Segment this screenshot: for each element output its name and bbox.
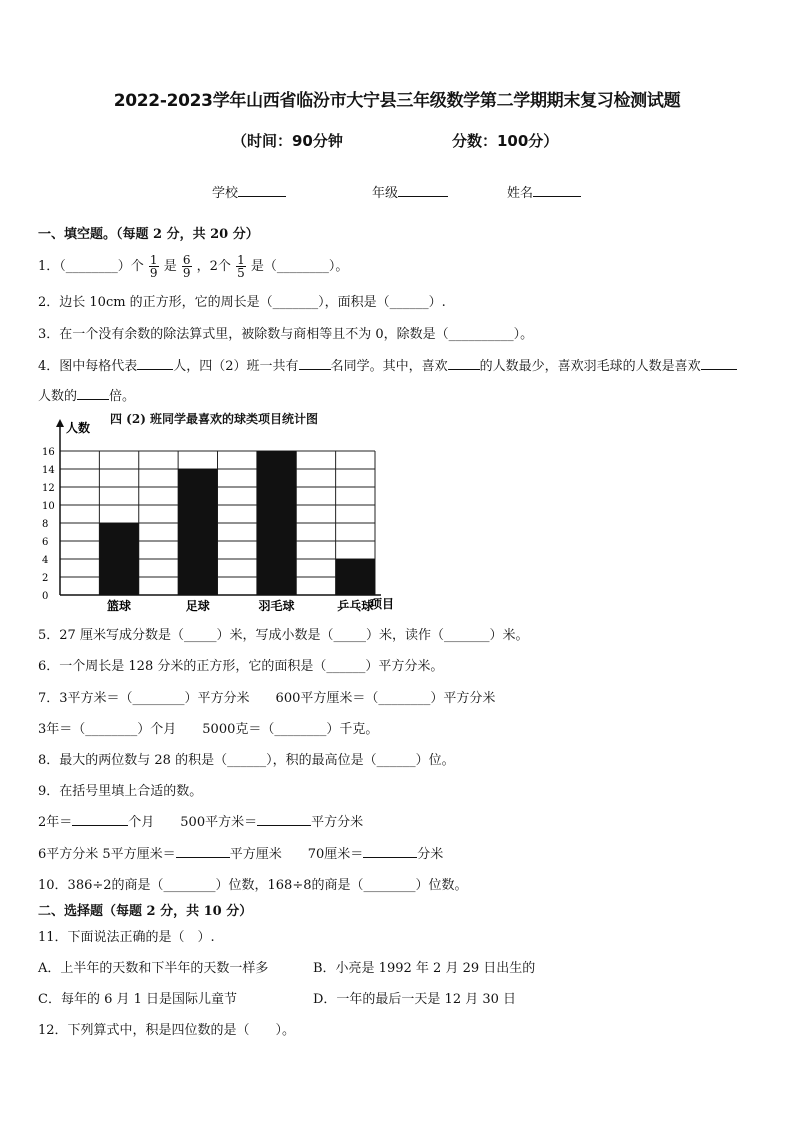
chart-bar [257, 451, 296, 595]
fraction-1-5: $\frac{1}{5}$ [237, 253, 245, 280]
school-label: 学校 [212, 186, 239, 201]
chart-title: 四 (2) 班同学最喜欢的球类项目统计图 [110, 412, 319, 426]
exam-title: 2022-2023学年山西省临汾市大宁县三年级数学第二学期期末复习检测试题 [113, 91, 681, 111]
q11-option-d[interactable]: D．一年的最后一天是 12 月 30 日 [313, 992, 517, 1007]
name-label: 姓名 [507, 186, 534, 201]
chart-x-tick: 羽毛球 [258, 599, 295, 613]
question-4 [38, 355, 737, 374]
chart-bar [178, 469, 217, 595]
q4-blank-3[interactable] [448, 356, 480, 370]
chart-y-tick: 14 [42, 465, 55, 476]
question-11-stem: 11．下面说法正确的是（ ）. [38, 930, 215, 945]
fraction-6-9: $\frac{6}{9}$ [182, 253, 191, 280]
chart-x-tick: 乒乓球 [337, 599, 374, 613]
chart-x-tick: 足球 [185, 599, 210, 613]
question-3: 3．在一个没有余数的除法算式里，被除数与商相等且不为 0，除数是（__________）。 [38, 327, 534, 342]
chart-bar [336, 559, 375, 595]
grade-label: 年级 [372, 186, 399, 201]
fraction-1-9: $\frac{1}{9}$ [149, 253, 158, 280]
q4-blank-2[interactable] [299, 356, 331, 370]
chart-y-tick: 8 [42, 519, 49, 530]
question-6: 6．一个周长是 128 分米的正方形，它的面积是（______）平方分米。 [38, 659, 444, 674]
school-field [212, 182, 286, 201]
q4-blank-5[interactable] [77, 386, 109, 400]
chart-bar [99, 523, 138, 595]
q9-l1-b: 个月 500平方米＝ [128, 815, 258, 830]
grade-field [372, 182, 448, 201]
q4-part-e: 人数的 [38, 389, 78, 404]
q9-l2-a: 6平方分米 5平方厘米＝ [38, 847, 176, 862]
question-7-line-1: 7．3平方米＝（________）平方分米 600平方厘米＝（________）平方分米 [38, 691, 496, 706]
q4-blank-4[interactable] [701, 356, 737, 370]
question-2: 2．边长 10cm 的正方形，它的周长是（_______），面积是（______）. [38, 295, 446, 310]
chart-y-tick: 16 [42, 447, 55, 458]
question-9-stem: 9．在括号里填上合适的数。 [38, 784, 203, 799]
chart-y-label: 人数 [66, 421, 91, 435]
chart-y-tick: 6 [42, 537, 49, 548]
section-1-heading: 一、填空题。（每题 2 分，共 20 分） [38, 227, 259, 242]
chart-y-tick: 2 [42, 573, 49, 584]
q9-blank-2[interactable] [257, 812, 311, 826]
q9-blank-3[interactable] [176, 844, 230, 858]
q1-part-3: ，2个 [196, 259, 231, 274]
chart-y-tick: 12 [42, 483, 55, 494]
q9-l2-c: 分米 [417, 847, 444, 862]
q1-part-1: 1．（________）个 [38, 259, 144, 274]
q9-blank-4[interactable] [363, 844, 417, 858]
q4-part-c: 名同学。其中，喜欢 [330, 359, 448, 374]
chart-x-ticks [107, 598, 373, 613]
q4-part-f: 倍。 [109, 389, 136, 404]
section-2-heading: 二、选择题（每题 2 分，共 10 分） [38, 904, 253, 919]
y-axis-arrow-icon [56, 419, 64, 427]
chart-x-label: 项目 [370, 597, 395, 611]
question-10: 10．386÷2的商是（________）位数，168÷8的商是（________）位数。 [38, 878, 468, 893]
question-9-line-1 [38, 811, 363, 830]
q11-option-b[interactable]: B．小亮是 1992 年 2 月 29 日出生的 [313, 961, 536, 976]
q4-part-d: 的人数最少，喜欢羽毛球的人数是喜欢 [479, 359, 701, 374]
grade-blank[interactable] [398, 182, 448, 197]
chart-y-tick: 4 [42, 555, 49, 566]
name-field [507, 182, 581, 201]
bar-chart [30, 415, 430, 625]
question-12-stem: 12．下列算式中，积是四位数的是（ ）。 [38, 1023, 296, 1038]
chart-y-tick: 10 [42, 501, 55, 512]
q11-option-c[interactable]: C．每年的 6 月 1 日是国际儿童节 [38, 992, 238, 1007]
q9-l1-a: 2年＝ [38, 815, 73, 830]
question-5: 5．27 厘米写成分数是（_____）米，写成小数是（_____）米，读作（_______）米。 [38, 628, 529, 643]
q9-l2-b: 平方厘米 70厘米＝ [229, 847, 364, 862]
q1-part-2: 是 [163, 259, 177, 274]
q4-part-a: 4．图中每格代表 [38, 359, 138, 374]
question-9-line-2 [38, 843, 443, 862]
question-1 [38, 254, 348, 279]
chart-y-ticks [42, 447, 55, 602]
q9-l1-c: 平方分米 [311, 815, 364, 830]
name-blank[interactable] [533, 182, 581, 197]
q1-part-4: 是（________）。 [250, 259, 349, 274]
q9-blank-1[interactable] [72, 812, 128, 826]
exam-time: （时间：90分钟 [232, 132, 343, 150]
q4-part-b: 人，四（2）班一共有 [173, 359, 299, 374]
question-7-line-2: 3年＝（________）个月 5000克＝（________）千克。 [38, 722, 379, 737]
question-8: 8．最大的两位数与 28 的积是（______），积的最高位是（______）位。 [38, 753, 455, 768]
q11-option-a[interactable]: A．上半年的天数和下半年的天数一样多 [38, 961, 269, 976]
chart-x-tick: 篮球 [107, 599, 132, 613]
q4-blank-1[interactable] [137, 356, 173, 370]
exam-score: 分数：100分） [452, 132, 559, 150]
chart-y-tick: 0 [42, 591, 49, 602]
question-4-line-2 [38, 385, 135, 404]
school-blank[interactable] [238, 182, 286, 197]
